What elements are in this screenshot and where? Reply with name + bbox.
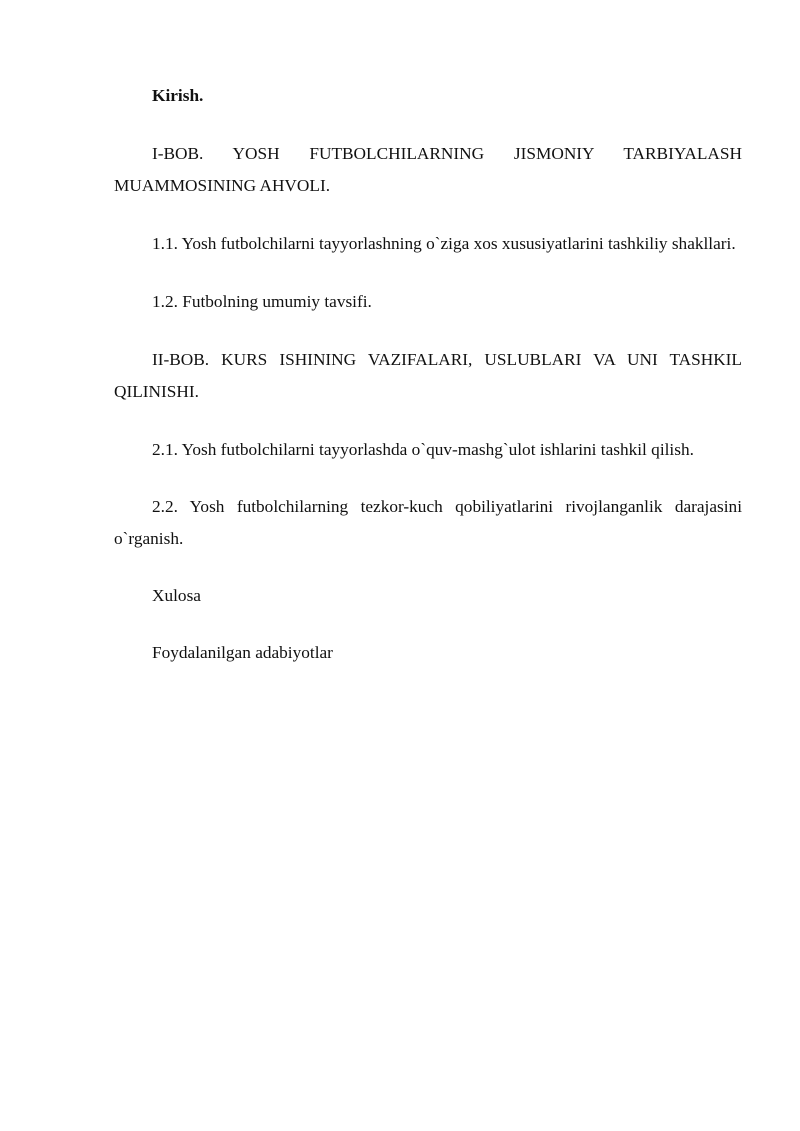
toc-entry-conclusion: Xulosa [152,586,201,605]
toc-entry-section-1-1: 1.1. Yosh futbolchilarni tayyorlashning o`ziga xos xususiyatlarini tashkiliy shakllari. [152,234,736,253]
table-of-contents [114,80,742,669]
toc-entry-chapter-2: II-BOB. KURS ISHINING VAZIFALARI, USLUBLARI VA UNI TASHKIL QILINISHI. [114,350,742,401]
toc-entry-section-2-1: 2.1. Yosh futbolchilarni tayyorlashda o`quv-mashg`ulot ishlarini tashkil qilish. [152,440,694,459]
toc-entry-section-2-2: 2.2. Yosh futbolchilarning tezkor-kuch qobiliyatlarini rivojlanganlik darajasini o`rganish. [114,497,742,548]
toc-entry-introduction: Kirish. [152,86,204,105]
toc-entry-section-1-2: 1.2. Futbolning umumiy tavsifi. [152,292,372,311]
toc-entry-chapter-1: I-BOB. YOSH FUTBOLCHILARNING JISMONIY TARBIYALASH MUAMMOSINING AHVOLI. [114,144,742,195]
toc-entry-references: Foydalanilgan adabiyotlar [152,643,333,662]
